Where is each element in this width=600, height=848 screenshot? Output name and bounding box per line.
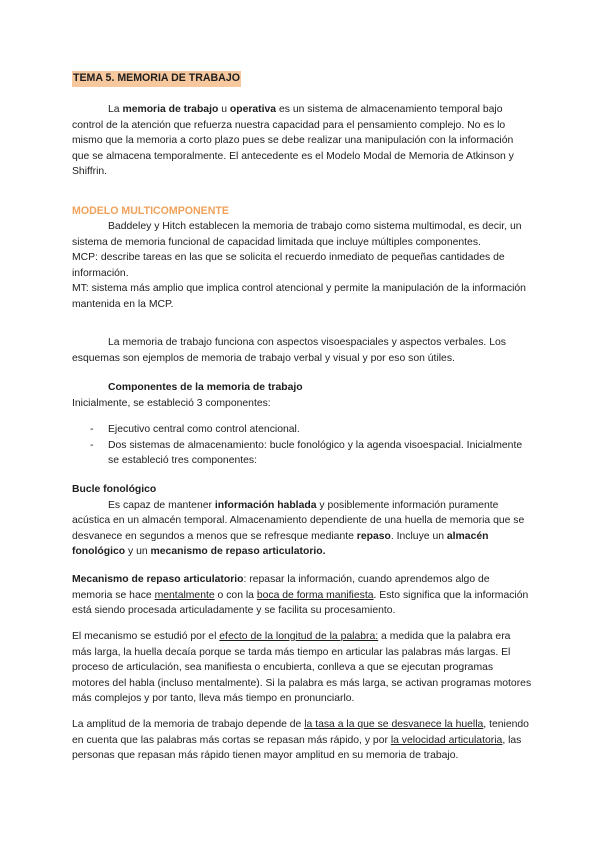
mt-definition: MT: sistema más amplio que implica control atencional y permite la manipulación de la información mantenida en la MCP. [72,283,526,310]
list-item: - Ejecutivo central como control atencional. [72,422,532,438]
page-title: TEMA 5. MEMORIA DE TRABAJO [72,71,241,87]
modelo-paragraph-1: Baddeley y Hitch establecen la memoria de trabajo como sistema multimodal, es decir, un sistema de memoria funcional de capacidad limitada que incluye múltiples componentes. [72,221,522,248]
bucle-paragraph: Es capaz de mantener información hablada y posiblemente información puramente acústica en un almacén temporal. Almacenamiento dependiente de una huella de memoria que se desvanece en segundos a menos que se refresque mediante repaso. Incluye un almacén fonológico y un mecanismo de repaso articulatorio. [72,499,525,558]
modelo-block [72,219,532,313]
mecanismo-paragraph: Mecanismo de repaso articulatorio: repasar la información, cuando aprendemos algo de memoria se hace mentalmente o con la boca de forma manifiesta. Esto significa que la información está siendo procesada articuladamente y se facilita su procesamiento. [72,574,529,617]
componentes-heading: Componentes de la memoria de trabajo [108,382,303,393]
list-item: - Dos sistemas de almacenamiento: bucle fonológico y la agenda visoespacial. Inicialmente se estableció tres componentes: [72,438,532,469]
bucle-heading: Bucle fonológico [72,484,157,495]
componentes-block [72,380,532,411]
amplitud-paragraph: La amplitud de la memoria de trabajo depende de la tasa a la que se desvanece la huella, teniendo en cuenta que las palabras más cortas se repasan más rápido, y por la velocidad articulatoria, las personas que repasan más rápido tienen mayor amplitud en su memoria de trabajo. [72,719,529,762]
bucle-block [72,482,532,560]
componentes-intro: Inicialmente, se estableció 3 componentes: [72,397,271,409]
componentes-list [72,422,532,469]
intro-paragraph: La memoria de trabajo u operativa es un sistema de almacenamiento temporal bajo control de la atención que refuerza nuestra capacidad para el pensamiento complejo. No es lo mismo que la memoria a corto plazo pues se debe realizar una manipulación con la información que se almacena temporalmente. El antecedente es el Modelo Modal de Memoria de Atkinson y Shiffrin. [72,104,514,178]
mcp-definition: MCP: describe tareas en las que se solicita el recuerdo inmediato de pequeñas cantidades de información. [72,252,505,279]
modelo-paragraph-2: La memoria de trabajo funciona con aspectos visoespaciales y aspectos verbales. Los esquemas son ejemplos de memoria de trabajo verbal y visual y por eso son útiles. [72,337,506,364]
efecto-paragraph: El mecanismo se estudió por el efecto de la longitud de la palabra: a medida que la palabra era más larga, la huella decaía porque se tarda más tiempo en articular las palabras más largas. El proceso de articulación, sea manifiesta o encubierta, conlleva a que se ejecutan programas motores del habla (incluso mentalmente). Si la palabra es más larga, se activan programas motores más complejos y por tanto, lleva más tiempo en pronunciarlo. [72,631,532,705]
section-heading-modelo: MODELO MULTICOMPONENTE [72,205,229,217]
